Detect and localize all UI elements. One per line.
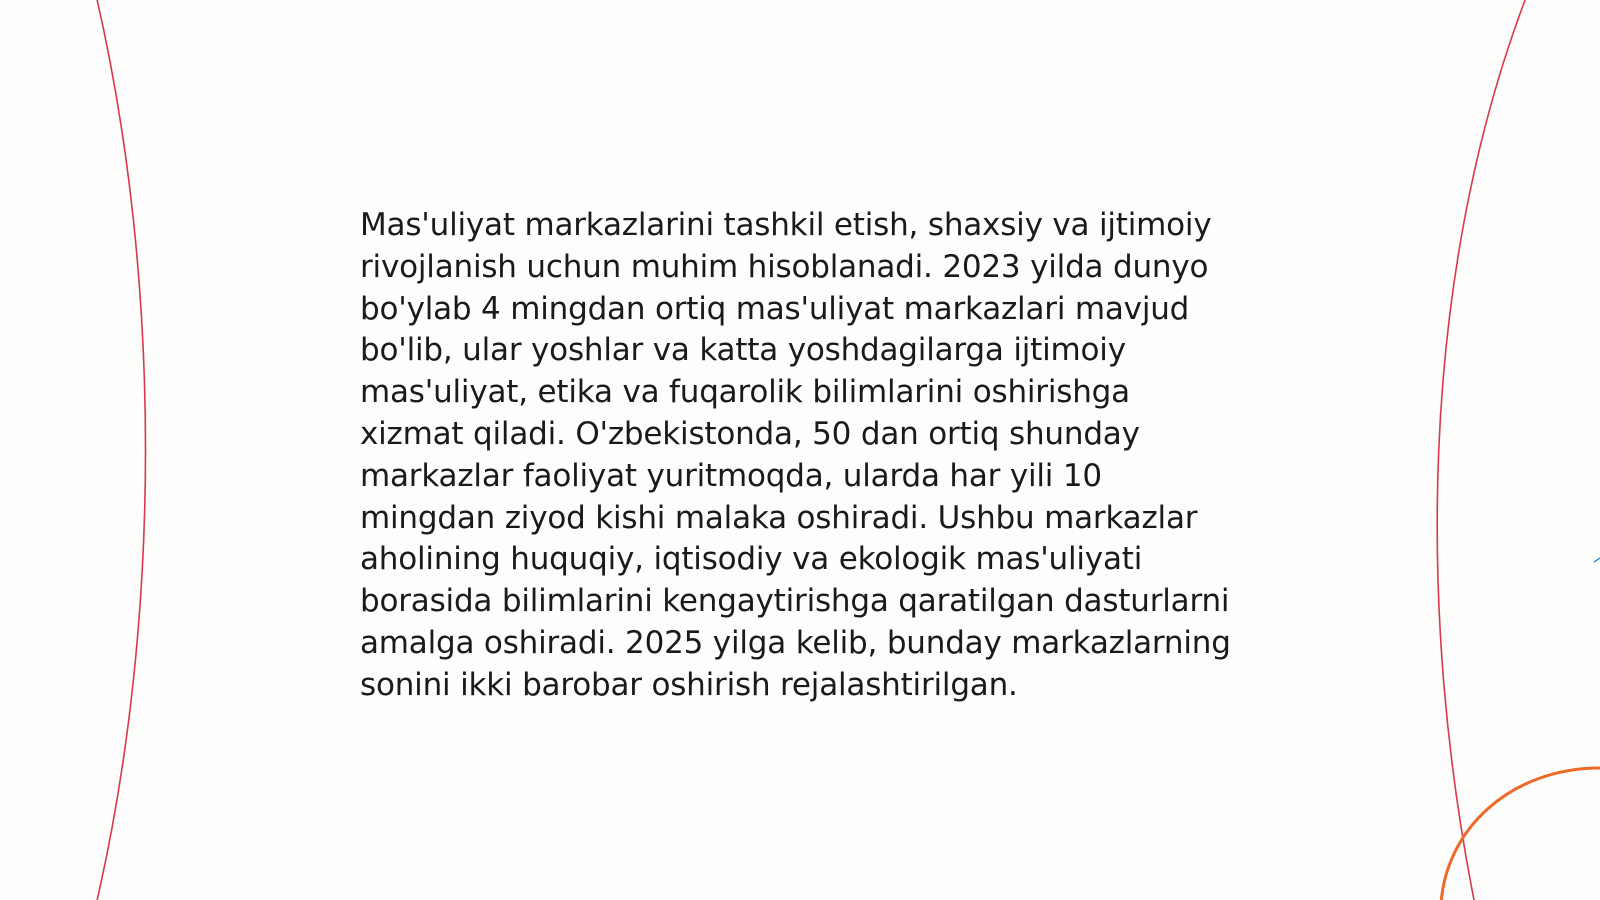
body-paragraph: Mas'uliyat markazlarini tashkil etish, shaxsiy va ijtimoiy rivojlanish uchun muhim hisoblanadi. 2023 yilda dunyo bo'ylab 4 mingdan ortiq mas'uliyat markazlari mavjud bo'lib, ular yoshlar va katta yoshdagilarga ijtimoiy mas'uliyat, etika va fuqarolik bilimlarini oshirishga xizmat qiladi. O'zbekistonda, 50 dan ortiq shunday markazlar faoliyat yuritmoqda, ularda har yili 10 mingdan ziyod kishi malaka oshiradi. Ushbu markazlar aholining huquqiy, iqtisodiy va ekologik mas'uliyati borasida bilimlarini kengaytirishga qaratilgan dasturlarni amalga oshiradi. 2025 yilga kelib, bunday markazlarning sonini ikki barobar oshirish rejalashtirilgan. (360, 207, 1231, 703)
blue-mark (1594, 558, 1600, 562)
orange-circle-arc (1441, 768, 1600, 900)
left-red-arc (96, 0, 146, 900)
right-red-arc (1437, 0, 1527, 900)
